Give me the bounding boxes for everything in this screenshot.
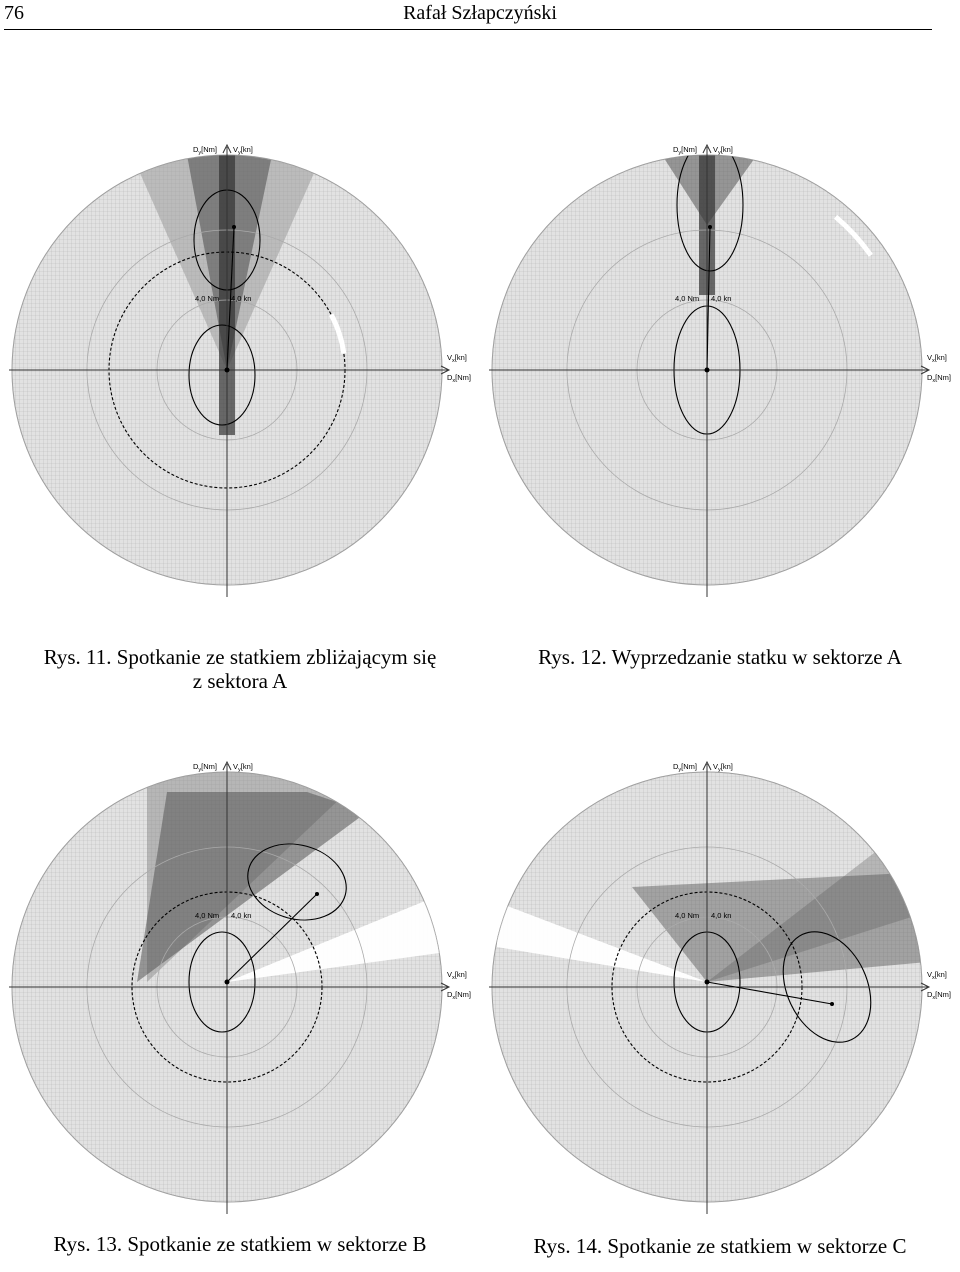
own-ship-marker <box>225 980 230 985</box>
distance-scale-label: 4,0 Nm <box>195 911 220 920</box>
speed-scale-label: 4,0 kn <box>711 294 732 303</box>
dy-axis-label: $D_y[Nm]$ <box>673 762 698 773</box>
vx-axis-label: $V_x[kn]$ <box>447 970 467 981</box>
caption-rys-12 <box>490 645 950 669</box>
page-header <box>0 0 960 32</box>
caption-rys-14-line1: Rys. 14. Spotkanie ze statkiem w sektorze C <box>533 1234 907 1258</box>
target-ship-marker <box>830 1002 834 1006</box>
vx-axis-label: $V_x[kn]$ <box>447 353 467 364</box>
own-ship-marker <box>705 980 710 985</box>
distance-scale-label: 4,0 Nm <box>675 294 700 303</box>
figure-rys-14 <box>467 752 952 1232</box>
distance-scale-label: 4,0 Nm <box>675 911 700 920</box>
vx-axis-label: $V_x[kn]$ <box>927 970 947 981</box>
figure-rys-11 <box>0 135 472 615</box>
caption-rys-12-line1: Rys. 12. Wyprzedzanie statku w sektorze A <box>538 645 902 669</box>
diagram-rys11 <box>0 135 472 615</box>
speed-scale-label: 4,0 kn <box>711 911 732 920</box>
vy-axis-label: $V_y[kn]$ <box>713 145 733 156</box>
caption-rys-13-line1: Rys. 13. Spotkanie ze statkiem w sektorze B <box>53 1232 427 1256</box>
own-ship-marker <box>705 368 710 373</box>
dy-axis-label: $D_y[Nm]$ <box>193 145 218 156</box>
vy-axis-label: $V_y[kn]$ <box>713 762 733 773</box>
target-ship-marker <box>315 892 319 896</box>
distance-scale-label: 4,0 Nm <box>195 294 220 303</box>
dx-axis-label: $D_x[Nm]$ <box>447 373 472 384</box>
target-ship-marker <box>232 225 236 229</box>
dx-axis-label: $D_x[Nm]$ <box>447 990 472 1001</box>
running-head-author: Rafał Szłapczyński <box>403 2 557 24</box>
speed-scale-label: 4,0 kn <box>231 911 252 920</box>
caption-rys-11-line1: Rys. 11. Spotkanie ze statkiem zbliżającym się <box>43 645 437 669</box>
dy-axis-label: $D_y[Nm]$ <box>193 762 218 773</box>
vx-axis-label: $V_x[kn]$ <box>927 353 947 364</box>
diagram-rys14 <box>467 752 952 1232</box>
speed-scale-label: 4,0 kn <box>231 294 252 303</box>
diagram-rys12 <box>467 135 952 615</box>
caption-rys-11-line2: z sektora A <box>192 669 288 693</box>
figure-rys-13 <box>0 752 472 1232</box>
dx-axis-label: $D_x[Nm]$ <box>927 373 952 384</box>
own-ship-marker <box>225 368 230 373</box>
caption-rys-11 <box>10 645 470 693</box>
caption-rys-13 <box>10 1232 470 1256</box>
header-rule <box>4 29 932 30</box>
caption-rys-14 <box>490 1234 950 1258</box>
page-number: 76 <box>4 2 24 24</box>
vy-axis-label: $V_y[kn]$ <box>233 762 253 773</box>
diagram-rys13 <box>0 752 472 1232</box>
dx-axis-label: $D_x[Nm]$ <box>927 990 952 1001</box>
dy-axis-label: $D_y[Nm]$ <box>673 145 698 156</box>
vy-axis-label: $V_y[kn]$ <box>233 145 253 156</box>
figure-rys-12 <box>467 135 952 615</box>
target-ship-marker <box>708 225 712 229</box>
